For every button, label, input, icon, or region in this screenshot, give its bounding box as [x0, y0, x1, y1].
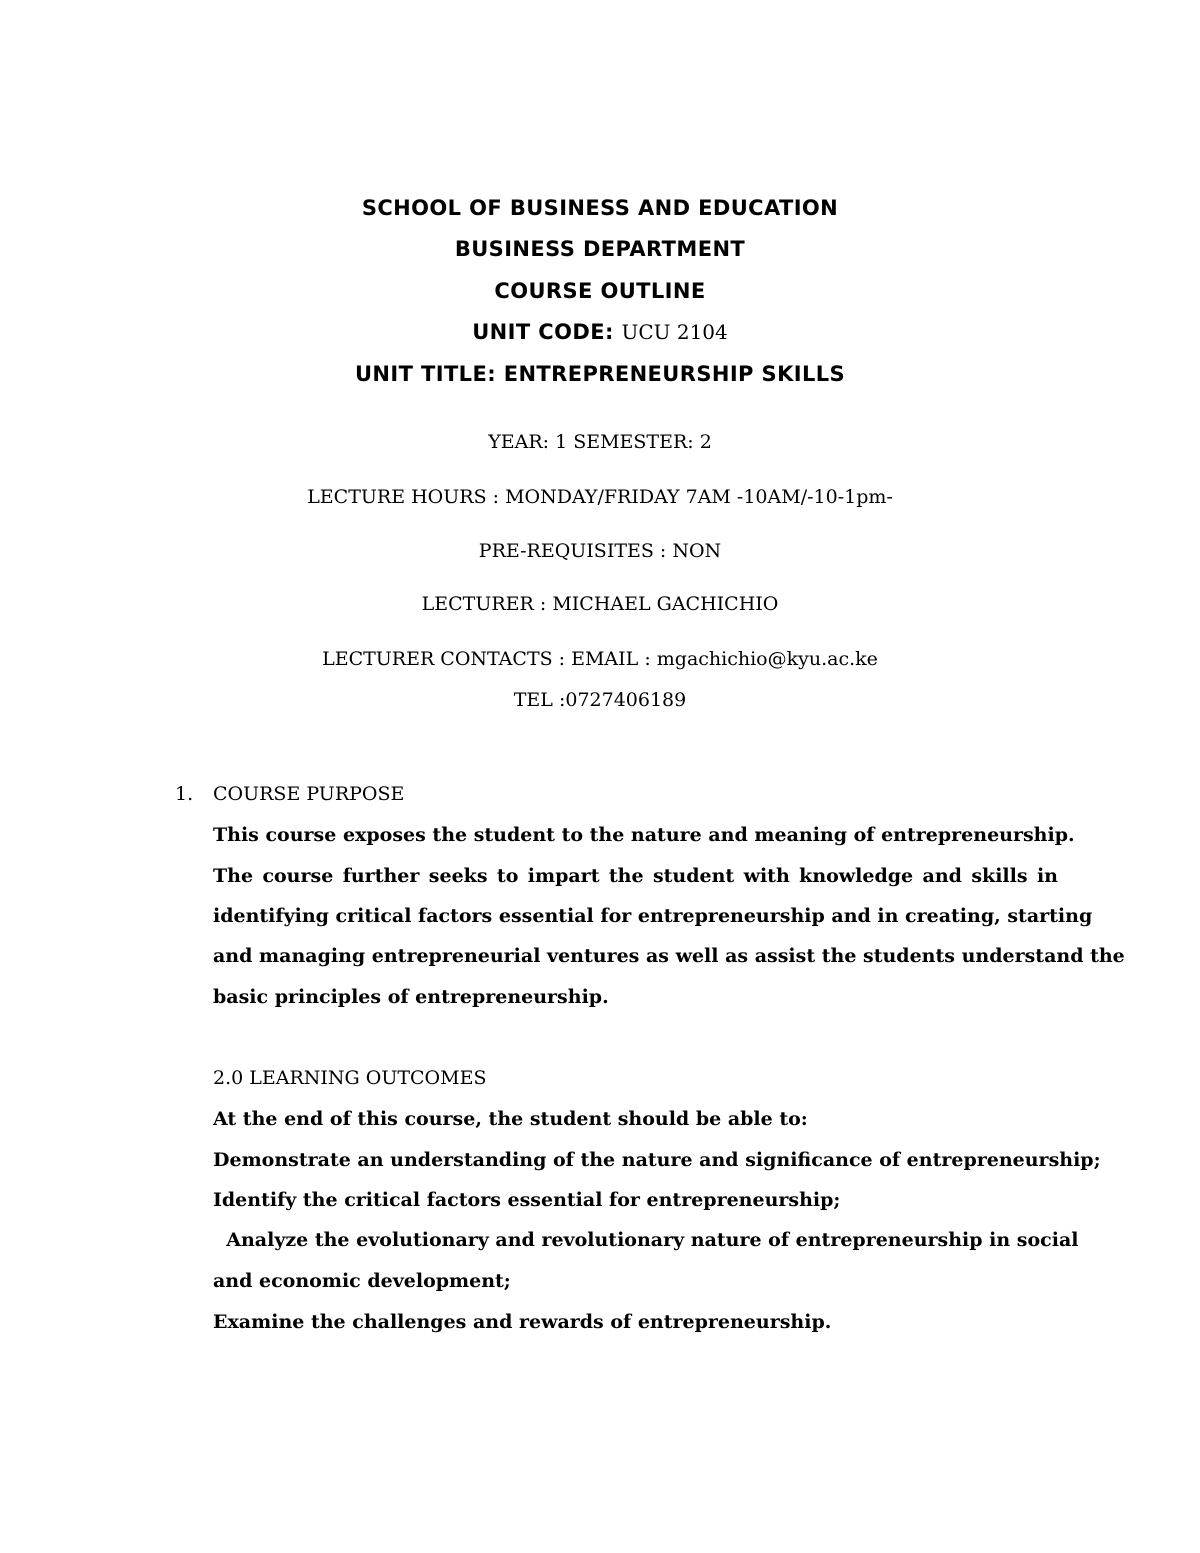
- learning-outcome-item: Analyze the evolutionary and revolutionary nature of entrepreneurship in social: [213, 1229, 1079, 1251]
- learning-outcome-item: Demonstrate an understanding of the nature and significance of entrepreneurship;: [213, 1149, 1101, 1171]
- school-name: SCHOOL OF BUSINESS AND EDUCATION: [361, 196, 839, 220]
- lecturer-email: LECTURER CONTACTS : EMAIL : mgachichio@kyu.ac.ke: [322, 648, 878, 670]
- unit-code: [0, 320, 1200, 344]
- department-name: BUSINESS DEPARTMENT: [454, 237, 746, 261]
- section1-line: basic principles of entrepreneurship.: [213, 986, 609, 1008]
- section1-line: The course further seeks to impart the student with knowledge and skills in: [213, 865, 1058, 887]
- prerequisites: PRE-REQUISITES : NON: [478, 540, 722, 562]
- learning-outcome-item: Examine the challenges and rewards of entrepreneurship.: [213, 1311, 832, 1333]
- unit-code-value: UCU 2104: [621, 320, 728, 344]
- unit-code-label: UNIT CODE:: [472, 320, 614, 344]
- lecture-hours: LECTURE HOURS : MONDAY/FRIDAY 7AM -10AM/-10-1pm-: [307, 486, 893, 508]
- section2-heading: 2.0 LEARNING OUTCOMES: [213, 1067, 487, 1089]
- learning-outcome-item: and economic development;: [213, 1270, 511, 1292]
- unit-title: UNIT TITLE: ENTREPRENEURSHIP SKILLS: [354, 362, 846, 386]
- section1-line: This course exposes the student to the nature and meaning of entrepreneurship.: [213, 824, 1075, 846]
- section1-line: and managing entrepreneurial ventures as well as assist the students understand the: [213, 945, 1125, 967]
- section2-intro: At the end of this course, the student should be able to:: [213, 1108, 808, 1130]
- learning-outcome-item: Identify the critical factors essential for entrepreneurship;: [213, 1189, 841, 1211]
- year-semester: YEAR: 1 SEMESTER: 2: [488, 431, 712, 453]
- section1-line: identifying critical factors essential for entrepreneurship and in creating, starting: [213, 905, 1093, 927]
- document-type: COURSE OUTLINE: [494, 279, 706, 303]
- lecturer-name: LECTURER : MICHAEL GACHICHIO: [421, 593, 779, 615]
- lecturer-tel: TEL :0727406189: [513, 689, 687, 711]
- section1-number: 1.: [175, 783, 194, 805]
- section1-heading: COURSE PURPOSE: [213, 783, 405, 805]
